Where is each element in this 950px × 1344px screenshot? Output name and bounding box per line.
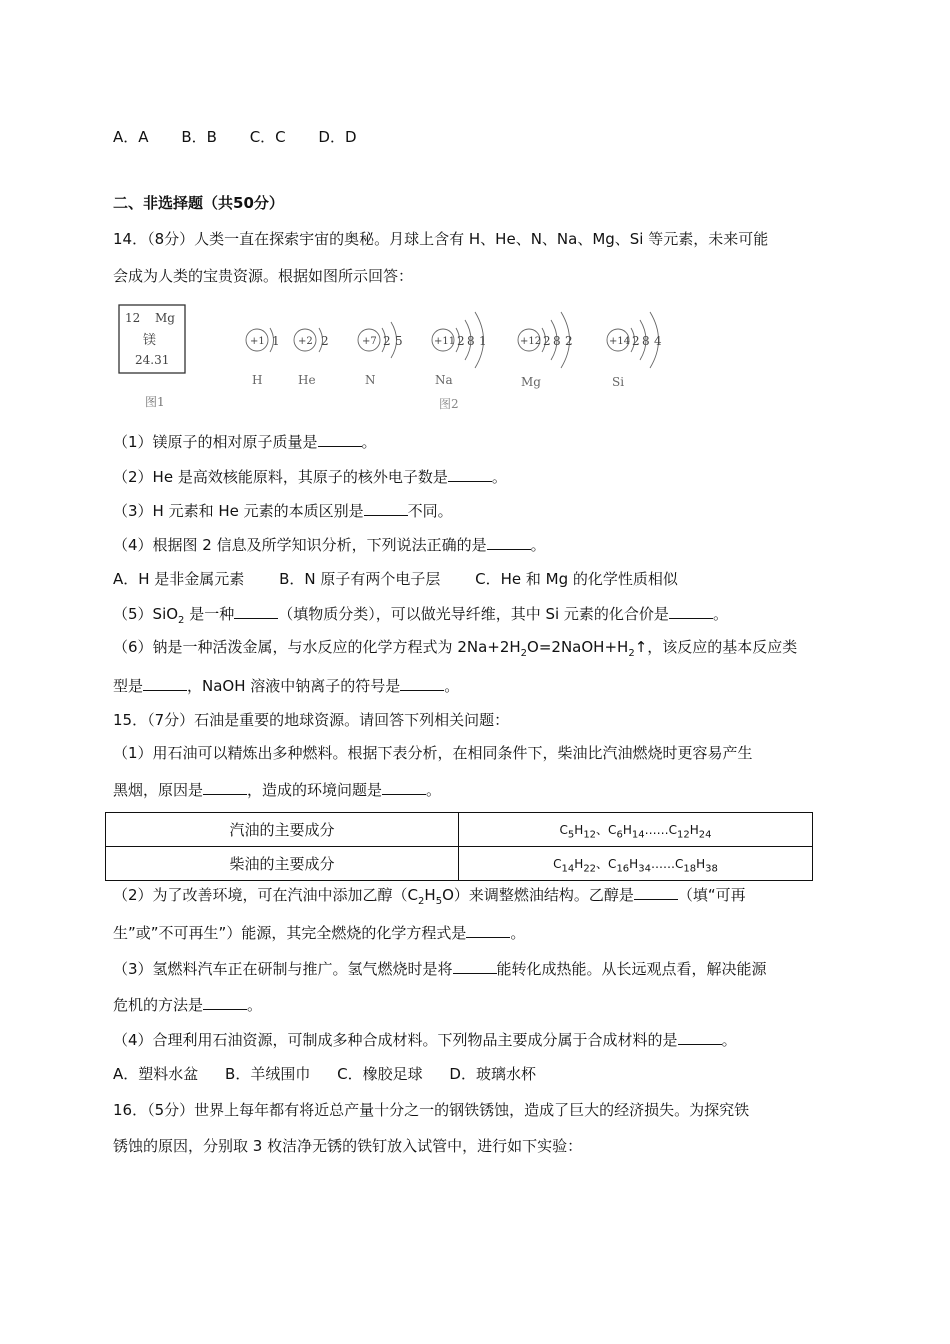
table-cell: $C_{14}H_{22}$、$C_{16}H_{34}\dots\dots C_{18}H_{38}$	[459, 847, 813, 881]
table-cell: $C_5H_{12}$、$C_6H_{14}\dots\dots C_{12}H_{24}$	[459, 813, 813, 847]
section-title: 二、非选择题（共50分）	[113, 194, 284, 212]
si-electrons-2: 8	[642, 334, 650, 348]
mg-electrons-1: 2	[543, 334, 551, 348]
answer-blank[interactable]	[203, 996, 247, 1010]
option-d: D．玻璃水杯	[449, 1065, 536, 1083]
h-label: H	[252, 373, 263, 387]
q15-part-4-options	[113, 1064, 558, 1084]
element-symbol: Mg	[155, 311, 175, 325]
q14-part-4-options	[113, 569, 708, 589]
answer-blank[interactable]	[634, 886, 678, 900]
q16-stem-2: 锈蚀的原因，分别取 3 枚洁净无锈的铁钉放入试管中，进行如下实验：	[113, 1137, 583, 1155]
answer-blank[interactable]	[466, 924, 510, 938]
na-label: Na	[435, 373, 453, 387]
answer-blank[interactable]	[669, 605, 713, 619]
atom-figure	[115, 300, 695, 418]
answer-blank[interactable]	[382, 781, 426, 795]
fuel-composition-table	[105, 812, 813, 881]
atomic-mass: 24.31	[135, 353, 170, 367]
q13-options	[113, 127, 385, 147]
si-nucleus: +14	[609, 336, 631, 347]
mg-label: Mg	[521, 375, 541, 389]
q15-part-3: （3）氢燃料汽车正在研制与推广。氢气燃烧时是将 能转化成热能。从长远观点看，解决能源	[113, 960, 767, 978]
h-electrons-1: 1	[272, 334, 280, 348]
q14-stem-1: 14．（8分）人类一直在探索宇宙的奥秘。月球上含有 H、He、N、Na、Mg、Si 等元素，未来可能	[113, 230, 769, 248]
option-d: D．D	[318, 128, 357, 146]
mg-nucleus: +12	[520, 336, 542, 347]
answer-blank[interactable]	[203, 781, 247, 795]
table-row	[106, 813, 813, 847]
option-a: A．A	[113, 128, 149, 146]
mg-electrons-3: 2	[565, 334, 573, 348]
answer-blank[interactable]	[143, 677, 187, 691]
option-b: B．B	[181, 128, 217, 146]
q14-part-1: （1）镁原子的相对原子质量是 。	[113, 433, 377, 451]
q15-stem: 15．（7分）石油是重要的地球资源。请回答下列相关问题：	[113, 711, 510, 729]
q14-part-5: （5）SiO$_2$ 是一种 （填物质分类），可以做光导纤维，其中 Si 元素的化合价是 。	[113, 605, 728, 626]
element-cell-magnesium	[119, 305, 185, 409]
q14-stem-2: 会成为人类的宝贵资源。根据如图所示回答：	[113, 267, 414, 285]
q14-part-6: （6）钠是一种活泼金属，与水反应的化学方程式为 $2Na+2H_2O=2NaOH+H_2↑$，该反应的基本反应类	[113, 638, 798, 659]
h-nucleus: +1	[250, 336, 265, 347]
option-b: B．N 原子有两个电子层	[279, 570, 441, 588]
fig2-caption: 图2	[439, 397, 459, 411]
option-b: B．羊绒围巾	[225, 1065, 311, 1083]
fig1-caption: 图1	[145, 395, 165, 409]
answer-blank[interactable]	[364, 502, 408, 516]
mg-electrons-2: 8	[553, 334, 561, 348]
q14-part-6-cont: 型是 ，NaOH 溶液中钠离子的符号是 。	[113, 677, 460, 695]
n-label: N	[365, 373, 376, 387]
option-c: C．橡胶足球	[337, 1065, 423, 1083]
q14-part-4: （4）根据图 2 信息及所学知识分析，下列说法正确的是 。	[113, 536, 546, 554]
q15-part-3-cont: 危机的方法是 。	[113, 996, 263, 1014]
q15-part-2: （2）为了改善环境，可在汽油中添加乙醇$(C_2H_5O)$来调整燃油结构。乙醇是 （填“可再	[113, 886, 746, 907]
q15-part-4: （4）合理利用石油资源，可制成多种合成材料。下列物品主要成分属于合成材料的是 。	[113, 1031, 737, 1049]
q14-part-3: （3）H 元素和 He 元素的本质区别是 不同。	[113, 502, 453, 520]
q15-part-1-cont: 黑烟，原因是 ，造成的环境问题是 。	[113, 781, 442, 799]
he-electrons-1: 2	[321, 334, 329, 348]
answer-blank[interactable]	[448, 468, 492, 482]
answer-blank[interactable]	[400, 677, 444, 691]
he-label: He	[298, 373, 316, 387]
he-nucleus: +2	[298, 336, 313, 347]
answer-blank[interactable]	[487, 536, 531, 550]
si-electrons-3: 4	[654, 334, 662, 348]
table-cell: 柴油的主要成分	[106, 847, 459, 881]
q16-stem-1: 16．（5分）世界上每年都有将近总产量十分之一的钢铁锈蚀，造成了巨大的经济损失。为探究铁	[113, 1101, 750, 1119]
n-electrons-1: 2	[383, 334, 391, 348]
option-a: A．H 是非金属元素	[113, 570, 245, 588]
si-electrons-1: 2	[632, 334, 640, 348]
answer-blank[interactable]	[234, 605, 278, 619]
na-nucleus: +11	[434, 336, 456, 347]
table-row	[106, 847, 813, 881]
na-electrons-3: 1	[479, 334, 487, 348]
q15-part-2-cont: 生”或”不可再生”）能源，其完全燃烧的化学方程式是 。	[113, 924, 526, 942]
n-electrons-2: 5	[395, 334, 403, 348]
option-c: C．C	[249, 128, 286, 146]
element-name: 镁	[143, 333, 157, 348]
q15-part-1: （1）用石油可以精炼出多种燃料。根据下表分析，在相同条件下，柴油比汽油燃烧时更容易产生	[113, 744, 753, 762]
n-nucleus: +7	[362, 336, 377, 347]
option-a: A．塑料水盆	[113, 1065, 199, 1083]
option-c: C．He 和 Mg 的化学性质相似	[475, 570, 678, 588]
atomic-number: 12	[125, 311, 141, 325]
table-cell: 汽油的主要成分	[106, 813, 459, 847]
si-label: Si	[612, 375, 625, 389]
answer-blank[interactable]	[318, 433, 362, 447]
answer-blank[interactable]	[453, 960, 497, 974]
na-electrons-1: 2	[457, 334, 465, 348]
na-electrons-2: 8	[467, 334, 475, 348]
q14-part-2: （2）He 是高效核能原料，其原子的核外电子数是 。	[113, 468, 507, 486]
answer-blank[interactable]	[678, 1031, 722, 1045]
